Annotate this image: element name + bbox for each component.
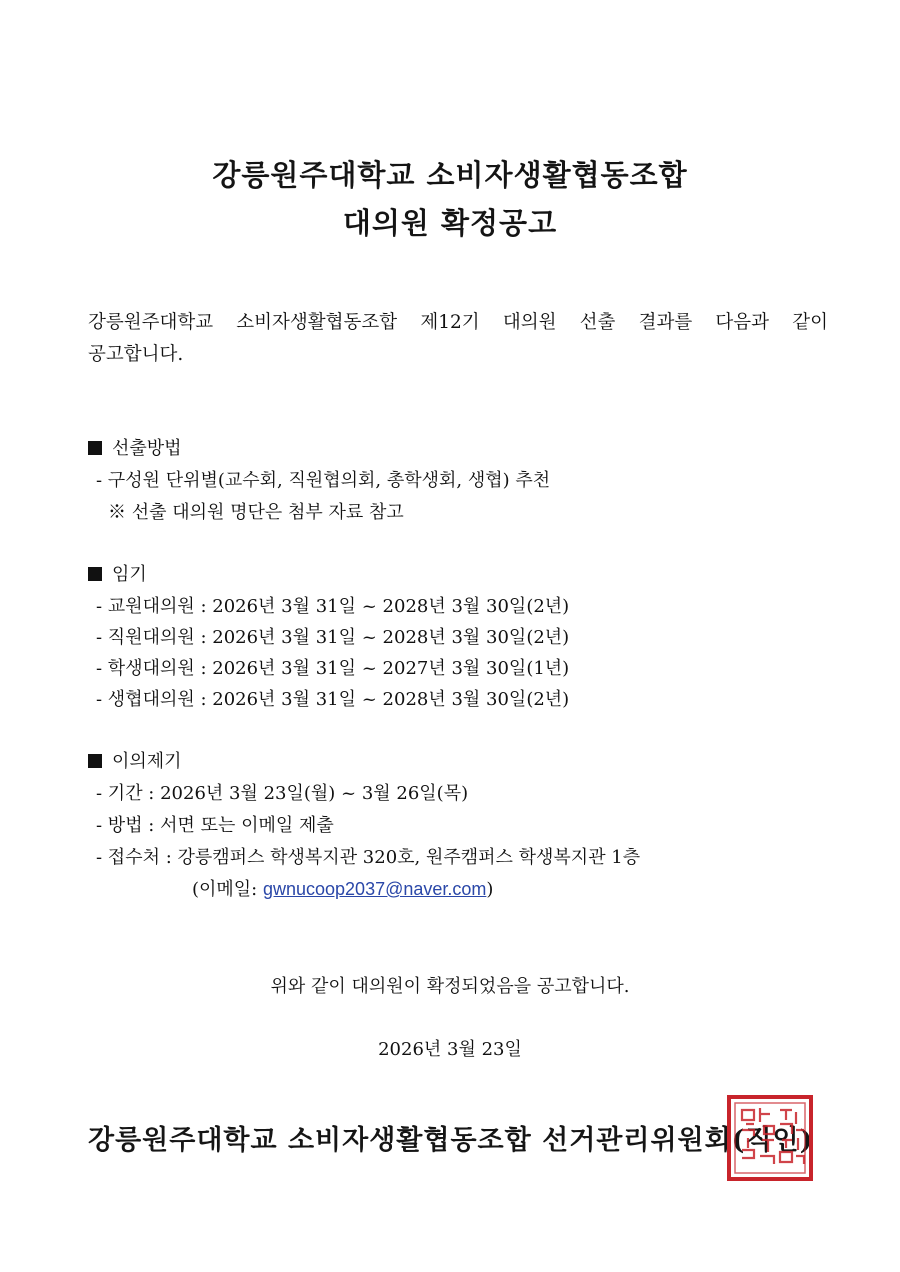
notice-title-line2: 대의원 확정공고 (342, 206, 558, 240)
square-bullet-icon (88, 441, 102, 455)
email-suffix: ) (486, 879, 494, 900)
closing-statement: 위와 같이 대의원이 확정되었음을 공고합니다. (270, 976, 630, 997)
heading-text: 이의제기 (112, 751, 182, 772)
term-item-student: - 학생대의원 : 2026년 3월 31일 ~ 2027년 3월 30일(1년) (96, 658, 570, 679)
official-seal-icon (726, 1094, 814, 1182)
issuer-signature: 강릉원주대학교 소비자생활협동조합 선거관리위원회(직인) (88, 1125, 814, 1156)
heading-text: 임기 (112, 564, 147, 585)
section-heading-method (88, 434, 182, 464)
intro-line2: 공고합니다. (88, 344, 184, 365)
method-note: ※ 선출 대의원 명단은 첨부 자료 참고 (108, 502, 404, 523)
method-item: - 구성원 단위별(교수회, 직원협의회, 총학생회, 생협) 추천 (96, 470, 551, 491)
email-link[interactable]: gwnucoop2037@naver.com (262, 879, 487, 899)
term-item-coop: - 생협대의원 : 2026년 3월 31일 ~ 2028년 3월 30일(2년) (96, 689, 570, 710)
objection-method: - 방법 : 서면 또는 이메일 제출 (96, 815, 334, 836)
term-item-faculty: - 교원대의원 : 2026년 3월 31일 ~ 2028년 3월 30일(2년) (96, 596, 570, 617)
email-prefix: (이메일: (192, 879, 263, 900)
term-item-staff: - 직원대의원 : 2026년 3월 31일 ~ 2028년 3월 30일(2년) (96, 627, 570, 648)
notice-title-line1: 강릉원주대학교 소비자생활협동조합 (212, 158, 688, 192)
objection-email-line (192, 874, 493, 905)
notice-date: 2026년 3월 23일 (378, 1039, 522, 1060)
section-heading-objection (88, 747, 182, 777)
section-heading-term (88, 560, 147, 590)
square-bullet-icon (88, 567, 102, 581)
heading-text: 선출방법 (112, 438, 182, 459)
objection-place: - 접수처 : 강릉캠퍼스 학생복지관 320호, 원주캠퍼스 학생복지관 1층 (96, 847, 641, 868)
objection-period: - 기간 : 2026년 3월 23일(월) ~ 3월 26일(목) (96, 783, 469, 804)
square-bullet-icon (88, 754, 102, 768)
intro-line1: 강릉원주대학교 소비자생활협동조합 제12기 대의원 선출 결과를 다음과 같이 (88, 312, 828, 333)
